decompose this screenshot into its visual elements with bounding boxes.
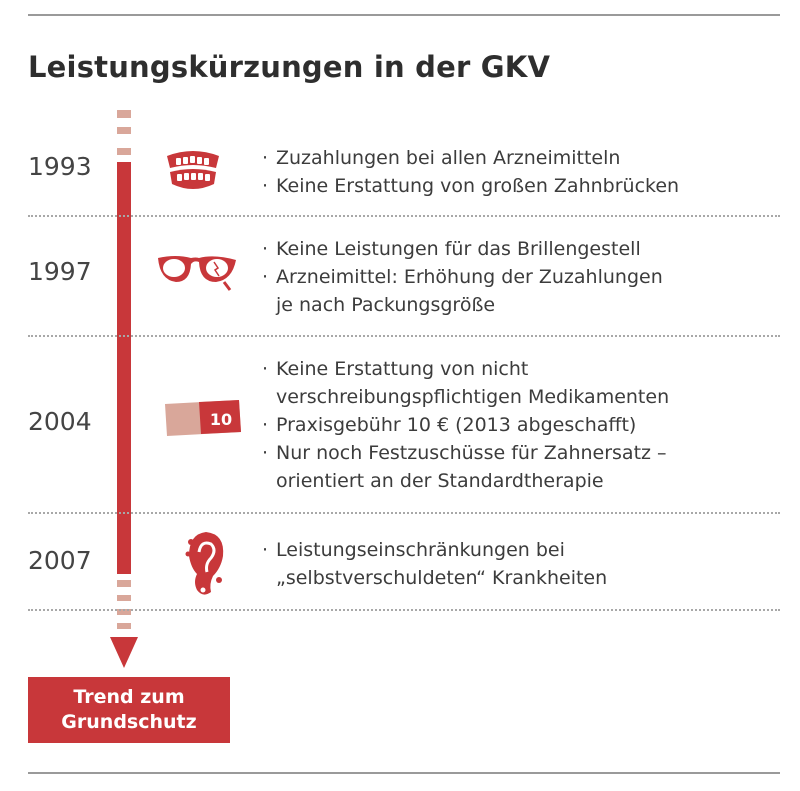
- year-1993: 1993: [28, 152, 92, 181]
- bullet-list-1997: [262, 235, 663, 319]
- list-item: · Nur noch Festzuschüsse für Zahnersatz – orientiert an der Standardtherapie: [262, 442, 667, 492]
- top-rule: [28, 14, 780, 16]
- banknote-icon: [165, 400, 241, 436]
- list-item: · Praxisgebühr 10 € (2013 abgeschafft): [262, 414, 637, 436]
- separator: [28, 335, 780, 337]
- teeth-icon: [164, 148, 222, 192]
- list-item: · Keine Erstattung von großen Zahnbrücken: [262, 175, 680, 197]
- trend-box: [28, 677, 230, 743]
- bottom-rule: [28, 772, 780, 774]
- timeline-arrow: [100, 110, 160, 680]
- separator: [28, 512, 780, 514]
- separator: [28, 215, 780, 217]
- pierced-ear-icon: [183, 528, 229, 598]
- glasses-icon: [154, 250, 240, 292]
- banknote-label: 10: [209, 410, 233, 429]
- list-item: · Zuzahlungen bei allen Arzneimitteln: [262, 147, 621, 169]
- year-2004: 2004: [28, 407, 92, 436]
- year-2007: 2007: [28, 546, 92, 575]
- year-1997: 1997: [28, 257, 92, 286]
- list-item: · Keine Leistungen für das Brillengestell: [262, 238, 641, 260]
- separator: [28, 609, 780, 611]
- bullet-list-1993: [262, 144, 679, 200]
- list-item: · Arzneimittel: Erhöhung der Zuzahlungen je nach Packungsgröße: [262, 266, 663, 316]
- list-item: · Keine Erstattung von nicht verschreibungspflichtigen Medikamenten: [262, 358, 670, 408]
- page-title: Leistungskürzungen in der GKV: [28, 50, 551, 84]
- bullet-list-2004: [262, 355, 669, 495]
- trend-line-2: Grundschutz: [61, 711, 197, 733]
- list-item: · Leistungseinschränkungen bei „selbstverschuldeten“ Krankheiten: [262, 539, 608, 589]
- trend-line-1: Trend zum: [73, 686, 185, 708]
- bullet-list-2007: [262, 536, 607, 592]
